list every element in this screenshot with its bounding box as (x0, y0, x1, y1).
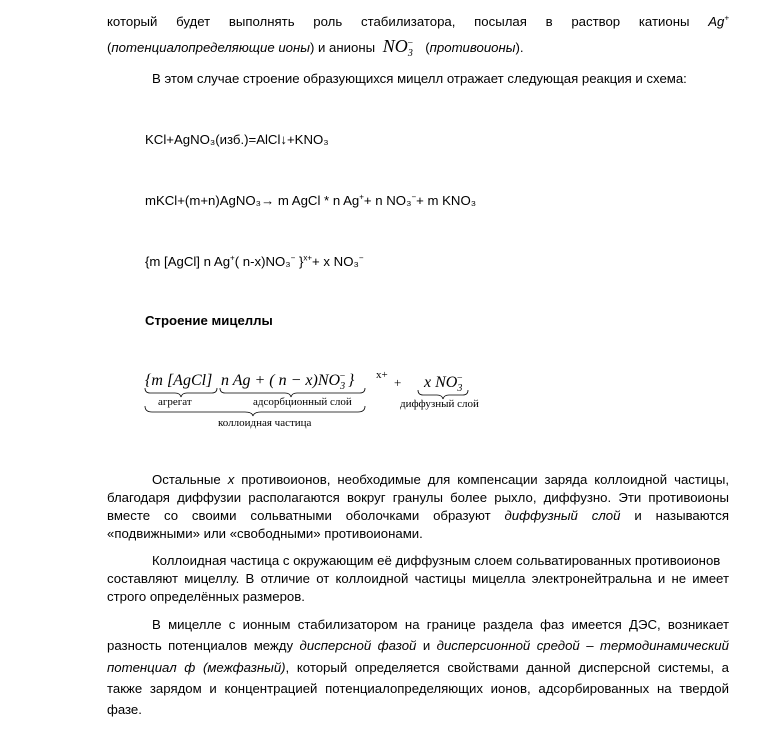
p5-l2m: и (416, 638, 437, 653)
scheme-close-brace: } (347, 372, 355, 389)
label-diffuse-layer: диффузный слой (400, 398, 479, 410)
p3-line2: благодаря диффузии располагаются вокруг гранулы более рыхло, диффузно. Эти противоионы (107, 490, 729, 505)
label-colloid-particle: коллоидная частица (218, 417, 312, 429)
eq3-sup3: x+ (303, 253, 313, 263)
p1-w7: раствор (571, 14, 621, 29)
p3-l1a: Остальные (152, 472, 228, 487)
micelle-scheme (0, 360, 779, 440)
scheme-aggregate-core: {m [AgCl] (145, 372, 213, 389)
scheme-adsorb-text: n Ag + ( n − x)NO (221, 372, 341, 389)
p1-paren: ( (425, 40, 430, 55)
scheme-diffuse (423, 373, 463, 394)
p1-w5: посылая (474, 14, 527, 29)
p1-line1 (107, 13, 729, 31)
eq3-part-d: + x NO₃ (312, 254, 359, 269)
p3-line4: «подвижными» или «свободными» противоионами. (107, 526, 423, 541)
p3-l1x: x (227, 472, 235, 487)
scheme-diff-sub: 3 (457, 383, 463, 394)
p4-line1: Коллоидная частица с окружающим её диффузным слоем сольватированных противоионов (152, 553, 721, 568)
p5-line5: фазе. (107, 702, 142, 717)
no3-symbol: NO (382, 36, 408, 56)
p1-w4: стабилизатора, (360, 14, 456, 29)
p1-w2: выполнять (228, 14, 295, 29)
p1-line2 (107, 37, 729, 57)
eq2-part-c: + m KNO₃ (416, 193, 477, 208)
p5-l2i1: дисперсной фазой (299, 638, 417, 653)
p3-l3b: и называются (620, 508, 729, 523)
label-adsorption-layer: адсорбционный слой (253, 396, 352, 408)
p5-l2i2: дисперсионной средой – термодинамический (436, 638, 729, 653)
p1-end: ). (515, 40, 524, 55)
p5-l3i: потенциал ф (межфазный) (107, 660, 286, 675)
p1-open: ( (107, 40, 112, 55)
ag-charge: + (724, 13, 730, 23)
scheme-diff-text: x NO (424, 374, 458, 391)
p1-mid: ) и анионы (309, 40, 376, 55)
p4-line2: составляют мицеллу. В отличие от коллоидной частицы мицелла электронейтральна и не имеет (107, 571, 729, 586)
eq3-sup2: − (290, 253, 296, 263)
eq3-part-b: ( n-x)NO₃ (234, 254, 291, 269)
scheme-adsorb (221, 371, 355, 392)
section-heading: Строение мицеллы (145, 313, 273, 328)
eq3-part-a: {m [AgCl] n Ag (145, 254, 231, 269)
ag-cation (708, 14, 729, 29)
no3-charge: − (406, 38, 414, 49)
p1-w6: в (545, 14, 553, 29)
eq2-part-a: mKCl+(m+n)AgNO₃→ m AgCl * n Ag (145, 193, 360, 208)
no3-sub: 3 (407, 48, 413, 59)
eq2-sup: + (359, 192, 364, 202)
p3-line3 (107, 507, 729, 525)
eq3-sup: + (230, 253, 235, 263)
p1-italic2: противоионы (429, 40, 516, 55)
eq3-part-c: } (295, 254, 304, 269)
p1-italic: потенциалопределяющие ионы (111, 40, 310, 55)
equation-3 (145, 253, 364, 271)
scheme-diff-sup: − (456, 373, 464, 384)
p1-w1: будет (176, 14, 211, 29)
equation-2 (145, 192, 476, 210)
p1-w8: катионы (638, 14, 690, 29)
p5-line4: также зарядом и концентрацией потенциалопределяющих ионов, адсорбированных на твердой (107, 681, 729, 696)
scheme-adsorb-sup: − (339, 371, 346, 382)
scheme-plus: + (394, 375, 402, 390)
p5-line1: В мицелле с ионным стабилизатором на границе раздела фаз имеется ДЭС, возникает (152, 617, 729, 632)
p5-l3b: , который определяется свойствами данной дисперсной системы, а (285, 660, 729, 675)
p3-line1 (107, 471, 729, 489)
p3-l3a: вместе со своими сольватными оболочками образуют (107, 508, 505, 523)
eq3-sup4: − (358, 253, 364, 263)
label-aggregate: агрегат (158, 396, 192, 408)
equation-1: KCl+AgNO₃(изб.)=AlCl↓+KNO₃ (145, 132, 329, 147)
eq2-sup2: − (411, 192, 417, 202)
p5-l2a: разность потенциалов между (107, 638, 300, 653)
p3-l3i: диффузный слой (504, 508, 621, 523)
p2: В этом случае строение образующихся мицелл отражает следующая реакция и схема: (152, 71, 687, 86)
p1-w0: который (107, 14, 158, 29)
p5-line3 (107, 659, 729, 677)
ag-symbol: Ag (708, 14, 725, 29)
scheme-charge: x+ (376, 369, 388, 381)
no3-anion (382, 36, 420, 59)
scheme-adsorb-sub: 3 (340, 381, 346, 392)
p4-line3: строго определённых размеров. (107, 589, 305, 604)
p5-line2 (107, 637, 729, 655)
p1-w3: роль (313, 14, 343, 29)
eq2-part-b: + n NO₃ (363, 193, 412, 208)
p3-l1b: противоионов, необходимые для компенсации заряда коллоидной частицы, (234, 472, 729, 487)
